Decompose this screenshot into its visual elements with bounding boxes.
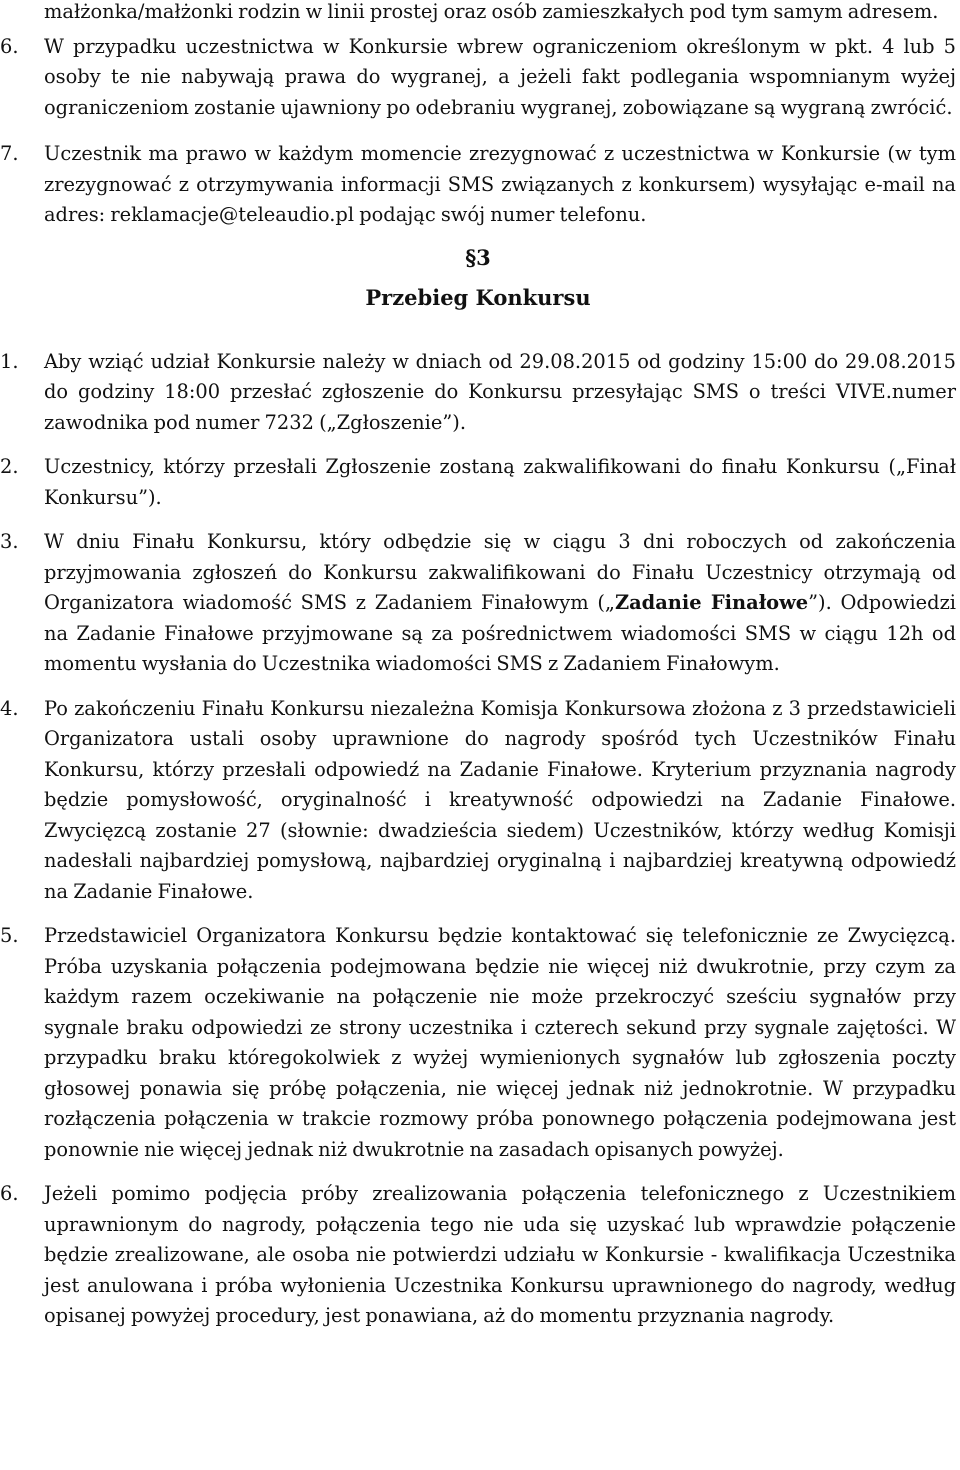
list-item-number: 2.	[0, 455, 19, 478]
list-item-6-prev	[0, 32, 956, 124]
section-number: §3	[465, 244, 491, 270]
top-fragment-text: małżonka/małżonki rodzin w linii prostej oraz osób zamieszkałych pod tym samym adresem.	[44, 0, 939, 23]
list-item-text: Jeżeli pomimo podjęcia próby zrealizowania połączenia telefonicznego z Uczestnikiem uprawnionym do nagrody, połączenia tego nie uda się uzyskać lub wprawdzie połączenie będzie zrealizowane, ale osoba nie potwierdzi udziału w Konkursie - kwalifikacja Uczestnika jest anulowana i próba wyłonienia Uczestnika Konkursu uprawnionego do nagrody, według opisanej powyżej procedury, jest ponawiana, aż do momentu przyznania nagrody.	[44, 1182, 956, 1327]
list-item-bold: Zadanie Finałowe	[614, 591, 809, 614]
list-item-text: Po zakończeniu Finału Konkursu niezależna Komisja Konkursowa złożona z 3 przedstawicieli Organizatora ustali osoby uprawnione do nagrody spośród tych Uczestników Finału Konkursu, którzy przesłali odpowiedź na Zadanie Finałowe. Kryterium przyznania nagrody będzie pomysłowość, oryginalność i kreatywność odpowiedzi na Zadanie Finałowe. Zwycięzcą zostanie 27 (słownie: dwadzieścia siedem) Uczestników, którzy według Komisji nadesłali najbardziej pomysłową, najbardziej oryginalną i najbardziej kreatywną odpowiedź na Zadanie Finałowe.	[44, 696, 956, 903]
list-item-number: 4.	[0, 696, 19, 720]
list-item-7-prev	[0, 139, 956, 231]
list-item-number: 6.	[0, 1182, 19, 1205]
list-item-text: W przypadku uczestnictwa w Konkursie wbrew ograniczeniom określonym w pkt. 4 lub 5 osoby te nie nabywają prawa do wygranej, a jeżeli fakt podlegania wspomnianym wyżej ograniczeniom zostanie ujawniony po odebraniu wygranej, zobowiązane są wygraną zwrócić.	[44, 34, 956, 119]
list-item-number: 6.	[0, 34, 19, 58]
section-title: Przebieg Konkursu	[365, 284, 591, 310]
list-item-text: Aby wziąć udział Konkursie należy w dniach od 29.08.2015 od godziny 15:00 do 29.08.2015 do godziny 18:00 przesłać zgłoszenie do Konkursu przesyłając SMS o treści VIVE.numer zawodnika pod numer 7232 („Zgłoszenie”).	[44, 349, 956, 434]
list-item-number: 5.	[0, 924, 19, 947]
list-item-6	[0, 1179, 956, 1332]
list-item-number: 1.	[0, 349, 19, 373]
list-item-3	[0, 527, 956, 680]
list-item-text: Uczestnicy, którzy przesłali Zgłoszenie zostaną zakwalifikowani do finału Konkursu („Finał Konkursu”).	[44, 455, 956, 509]
list-item-number: 3.	[0, 530, 19, 553]
list-item-4	[0, 694, 956, 908]
list-item-text-b: ”). Odpowiedzi na Zadanie Finałowe przyjmowane są za pośrednictwem wiadomości SMS w ciągu 12h od momentu wysłania do Uczestnika wiadomości SMS z Zadaniem Finałowym.	[44, 591, 956, 675]
list-item-5	[0, 921, 956, 1165]
list-item-text: Uczestnik ma prawo w każdym momencie zrezygnować z uczestnictwa w Konkursie (w tym zrezygnować z otrzymywania informacji SMS związanych z konkursem) wysyłając e-mail na adres: reklamacje@teleaudio.pl podając swój numer telefonu.	[44, 142, 956, 226]
list-item-1	[0, 347, 956, 439]
list-item-number: 7.	[0, 142, 19, 165]
list-item-2	[0, 452, 956, 513]
list-item-text: Przedstawiciel Organizatora Konkursu będzie kontaktować się telefonicznie ze Zwycięzcą. Próba uzyskania połączenia podejmowana będzie nie więcej niż dwukrotnie, przy czym za każdym razem oczekiwanie na połączenie nie może przekroczyć sześciu sygnałów przy sygnale braku odpowiedzi ze strony uczestnika i czterech sekund przy sygnale zajętości. W przypadku braku któregokolwiek z wyżej wymienionych sygnałów lub zgłoszenia poczty głosowej ponawia się próbę połączenia, nie więcej jednak niż jednokrotnie. W przypadku rozłączenia połączenia w trakcie rozmowy próba ponownego połączenia podejmowana jest ponownie nie więcej jednak niż dwukrotnie na zasadach opisanych powyżej.	[44, 924, 956, 1161]
list-item-text-a: W dniu Finału Konkursu, który odbędzie się w ciągu 3 dni roboczych od zakończenia przyjmowania zgłoszeń do Konkursu zakwalifikowani do Finału Uczestnicy otrzymają od Organizatora wiadomość SMS z Zadaniem Finałowym („	[44, 530, 956, 614]
top-fragment	[0, 0, 956, 28]
